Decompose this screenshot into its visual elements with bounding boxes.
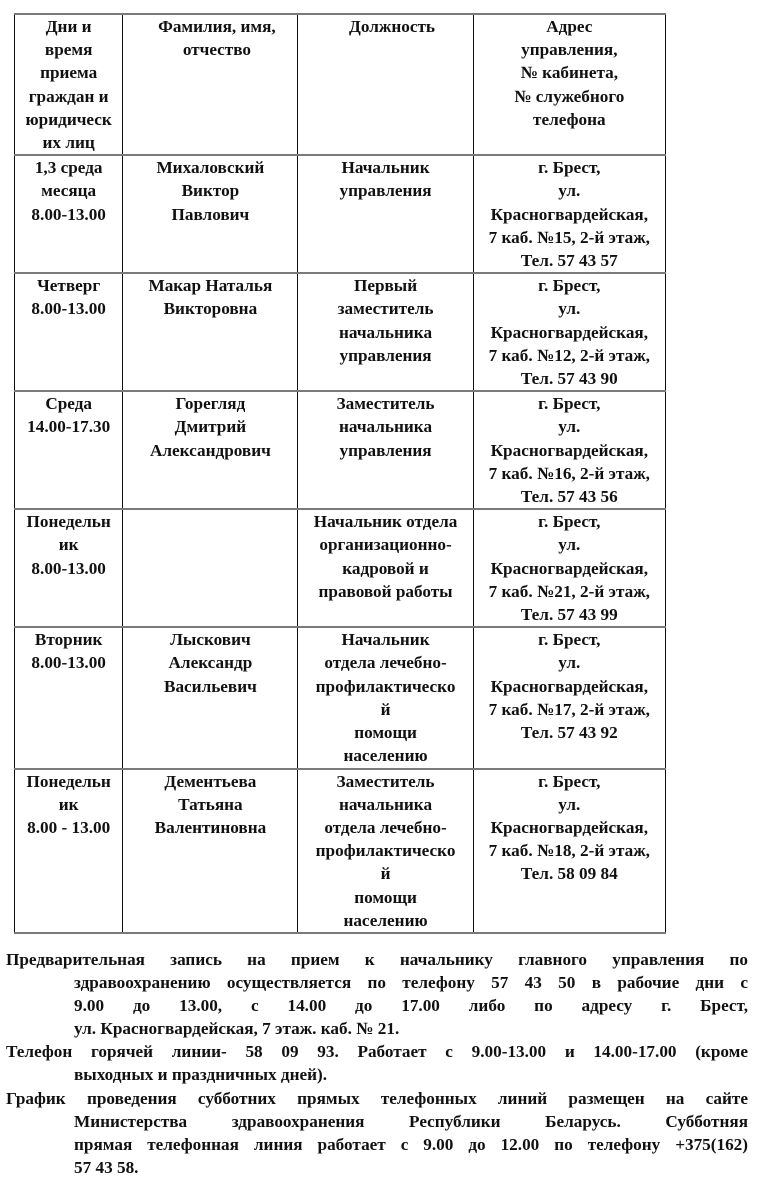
cell-position-line: Первый [353, 276, 418, 296]
cell-position [298, 509, 473, 627]
cell-position-line: правовой работы [318, 581, 453, 601]
cell-name-line: Дементьева [164, 771, 257, 791]
cell-address-line: ул. [558, 535, 581, 555]
cell-address [473, 769, 665, 933]
cell-name [123, 769, 298, 933]
cell-days-line: месяца [41, 181, 97, 201]
cell-position-line: управления [339, 440, 432, 460]
cell-days [15, 155, 123, 273]
cell-name [123, 509, 298, 627]
note-paragraph [6, 1040, 748, 1086]
cell-name-line: Михаловский [156, 158, 265, 178]
cell-address-line: ул. [558, 653, 581, 673]
header-name-line: Фамилия, имя, [158, 17, 276, 36]
cell-address-line: г. Брест, [538, 158, 601, 178]
note-line: 9.00 до 13.00, с 14.00 до 17.00 либо по адресу г. Брест, [74, 996, 748, 1016]
table-row [15, 391, 666, 509]
cell-address-line: Тел. 58 09 84 [520, 864, 618, 884]
cell-position-line: организационно- [319, 535, 452, 555]
note-line: Телефон горячей линии- 58 09 93. Работает с 9.00-13.00 и 14.00-17.00 (кроме [6, 1042, 748, 1062]
cell-name-line: Горегляд [175, 394, 246, 414]
header-days-line: юридическ [25, 109, 112, 129]
note-line: График проведения субботних прямых телефонных линий размещен на сайте [6, 1088, 748, 1108]
cell-position-line: начальника [339, 322, 433, 342]
cell-days-line: 8.00 - 13.00 [27, 817, 111, 837]
cell-address-line: 7 каб. №15, 2-й этаж, [488, 227, 650, 247]
cell-name-line: Лыскович [170, 630, 251, 650]
cell-address-line: 7 каб. №21, 2-й этаж, [488, 581, 650, 601]
note-paragraph [6, 1087, 748, 1179]
cell-name [123, 155, 298, 273]
cell-days [15, 273, 123, 391]
cell-days-line: 8.00-13.00 [31, 204, 106, 224]
table-row [15, 627, 666, 768]
cell-position-line: управления [339, 345, 432, 365]
cell-address-line: 7 каб. №12, 2-й этаж, [488, 345, 650, 365]
cell-position-line: населению [343, 910, 428, 930]
cell-position-line: й [380, 864, 391, 884]
cell-address-line: Красногвардейская, [490, 322, 649, 342]
cell-address-line: г. Брест, [538, 394, 601, 414]
cell-position-line: Начальник [341, 630, 430, 650]
header-address-line: Адрес [546, 17, 593, 36]
header-address-line: № кабинета, [520, 63, 618, 83]
header-days-line: Дни и [45, 17, 92, 36]
cell-days-line: ик [58, 535, 79, 555]
cell-address-line: Тел. 57 43 92 [520, 723, 618, 743]
cell-address [473, 391, 665, 509]
cell-days [15, 509, 123, 627]
cell-days-line: Вторник [34, 630, 103, 650]
cell-position-line: Начальник отдела [313, 512, 458, 532]
cell-name-line: Виктор [181, 181, 240, 201]
cell-address-line: Тел. 57 43 56 [520, 487, 618, 507]
cell-address-line: 7 каб. №16, 2-й этаж, [488, 463, 650, 483]
cell-position-line: кадровой и [342, 558, 429, 578]
cell-address-line: Тел. 57 43 57 [520, 251, 618, 271]
header-name [123, 14, 298, 155]
cell-days-line: Понедельн [26, 771, 111, 791]
cell-name-line: Павлович [171, 204, 250, 224]
cell-position-line: заместитель [337, 299, 434, 319]
note-line: выходных и праздничных дней). [74, 1065, 328, 1085]
cell-position [298, 769, 473, 933]
cell-days-line: 1,3 среда [34, 158, 103, 178]
header-days-line: их лиц [42, 133, 95, 153]
cell-name-line: Александрович [150, 440, 271, 460]
cell-position-line: Заместитель [336, 771, 435, 791]
cell-name-line: Татьяна [178, 794, 243, 814]
cell-address-line: ул. [558, 181, 581, 201]
cell-days-line: 8.00-13.00 [31, 558, 106, 578]
header-days-line: граждан и [28, 86, 109, 106]
note-paragraph [6, 948, 748, 1040]
cell-position-line: профилактическо [315, 841, 456, 861]
cell-name-line: Валентиновна [154, 817, 267, 837]
cell-address [473, 273, 665, 391]
cell-position-line: начальника [339, 794, 433, 814]
header-name-line: отчество [182, 40, 251, 60]
cell-days-line: 8.00-13.00 [31, 299, 106, 319]
cell-address-line: г. Брест, [538, 276, 601, 296]
cell-name-line: Васильевич [163, 676, 257, 696]
cell-address-line: г. Брест, [538, 771, 601, 791]
note-line: прямая телефонная линия работает с 9.00 до 12.00 по телефону +375(162) [74, 1134, 748, 1154]
cell-address-line: Красногвардейская, [490, 204, 649, 224]
cell-address-line: ул. [558, 299, 581, 319]
header-days [15, 14, 123, 155]
cell-position [298, 155, 473, 273]
cell-position-line: помощи [354, 723, 417, 743]
cell-address-line: г. Брест, [538, 512, 601, 532]
notes-section [6, 948, 748, 1179]
cell-position-line: отдела лечебно- [324, 653, 447, 673]
cell-position-line: отдела лечебно- [324, 817, 447, 837]
cell-address-line: Тел. 57 43 90 [520, 369, 618, 389]
cell-days-line: Среда [45, 394, 92, 414]
cell-position-line: помощи [354, 887, 417, 907]
note-line: Предварительная запись на прием к начальнику главного управления по [6, 950, 748, 969]
cell-days-line: Понедельн [26, 512, 111, 532]
cell-position [298, 273, 473, 391]
note-line: 57 43 58. [74, 1157, 139, 1177]
cell-position-line: управления [339, 181, 432, 201]
header-position-line: Должность [349, 17, 436, 36]
reception-schedule-table [14, 13, 666, 934]
cell-position [298, 627, 473, 768]
cell-position-line: Начальник [341, 158, 430, 178]
cell-position-line: профилактическо [315, 676, 456, 696]
cell-position-line: населению [343, 746, 428, 766]
cell-name-line: Александр [168, 653, 253, 673]
header-position [298, 14, 473, 155]
cell-name-line: Дмитрий [174, 417, 247, 437]
table-row [15, 155, 666, 273]
cell-position-line: начальника [339, 417, 433, 437]
cell-days-line: 14.00-17.30 [27, 417, 111, 437]
table-row [15, 509, 666, 627]
cell-address-line: 7 каб. №17, 2-й этаж, [488, 699, 650, 719]
table-header-row [15, 14, 666, 155]
header-address-line: телефона [533, 109, 606, 129]
cell-name [123, 627, 298, 768]
header-address-line: управления, [521, 40, 618, 60]
cell-name [123, 273, 298, 391]
cell-address-line: Тел. 57 43 99 [520, 605, 618, 625]
cell-days [15, 627, 123, 768]
cell-address-line: Красногвардейская, [490, 676, 649, 696]
cell-days [15, 769, 123, 933]
cell-address-line: Красногвардейская, [490, 817, 649, 837]
cell-address-line: ул. [558, 794, 581, 814]
header-address-line: № служебного [514, 86, 625, 106]
cell-address-line: 7 каб. №18, 2-й этаж, [488, 841, 650, 861]
header-address [473, 14, 665, 155]
cell-days-line: Четверг [37, 276, 101, 296]
header-days-line: приема [40, 63, 98, 83]
cell-name [123, 391, 298, 509]
cell-days-line: 8.00-13.00 [31, 653, 106, 673]
cell-address [473, 509, 665, 627]
cell-address-line: ул. [558, 417, 581, 437]
table-row [15, 273, 666, 391]
cell-name-line: Макар Наталья [148, 276, 273, 296]
cell-name-line: Викторовна [163, 299, 258, 319]
cell-position-line: Заместитель [336, 394, 435, 414]
header-days-line: время [44, 40, 93, 60]
note-line: Министерства здравоохранения Республики Беларусь. Субботняя [74, 1111, 748, 1131]
cell-position-line: й [380, 699, 391, 719]
cell-address [473, 155, 665, 273]
cell-address-line: Красногвардейская, [490, 558, 649, 578]
note-line: здравоохранению осуществляется по телефону 57 43 50 в рабочие дни с [74, 973, 748, 993]
table-row [15, 769, 666, 933]
cell-days-line: ик [58, 794, 79, 814]
cell-address-line: Красногвардейская, [490, 440, 649, 460]
cell-address [473, 627, 665, 768]
note-line: ул. Красногвардейская, 7 этаж. каб. № 21. [74, 1019, 400, 1039]
cell-address-line: г. Брест, [538, 630, 601, 650]
cell-days [15, 391, 123, 509]
cell-position [298, 391, 473, 509]
